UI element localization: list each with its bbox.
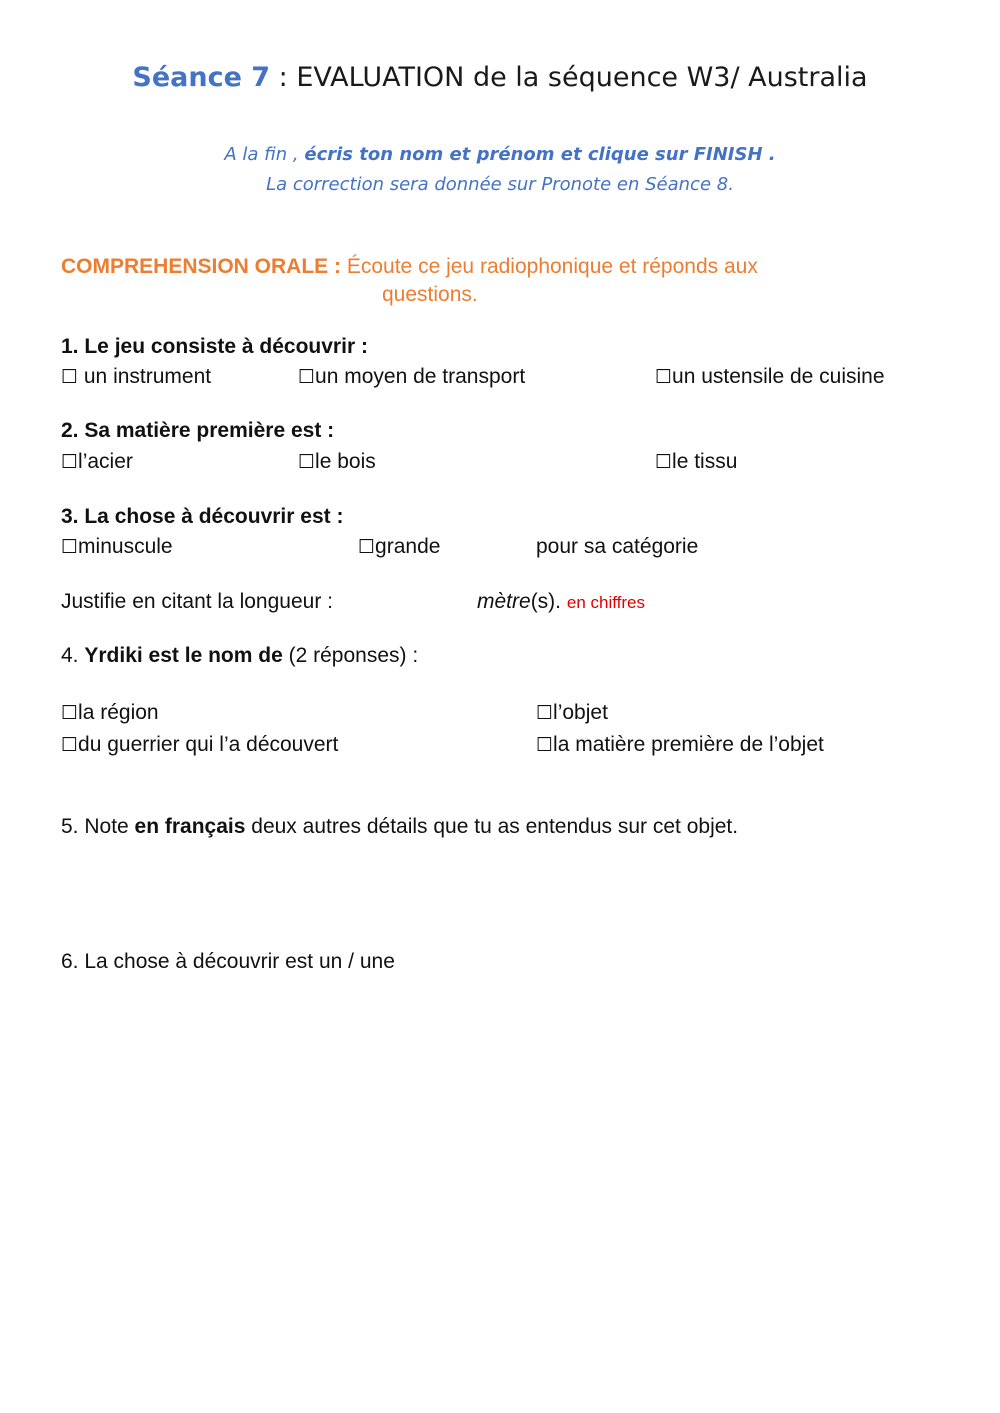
q3-unit: mètre(s). en chiffres <box>477 590 645 613</box>
checkbox-icon[interactable]: ☐ <box>61 366 79 388</box>
checkbox-icon[interactable]: ☐ <box>61 702 79 724</box>
q4-option-2[interactable]: ☐l’objet <box>536 701 608 724</box>
section-text-2: questions. <box>382 283 478 306</box>
q4-option-3[interactable]: ☐du guerrier qui l’a découvert <box>61 733 339 756</box>
question-2: 2. Sa matière première est : <box>61 419 335 442</box>
checkbox-icon[interactable]: ☐ <box>536 734 554 756</box>
title-seance: Séance 7 <box>132 62 271 93</box>
q3-option-1[interactable]: ☐minuscule <box>61 535 173 558</box>
q2-option-3[interactable]: ☐le tissu <box>655 450 738 473</box>
question-4: 4. Yrdiki est le nom de (2 réponses) : <box>61 644 419 667</box>
page-title <box>0 62 1000 93</box>
question-1: 1. Le jeu consiste à découvrir : <box>61 335 368 358</box>
section-label: COMPREHENSION ORALE : <box>61 255 347 278</box>
checkbox-icon[interactable]: ☐ <box>298 366 316 388</box>
q1-option-2[interactable]: ☐un moyen de transport <box>298 365 526 388</box>
checkbox-icon[interactable]: ☐ <box>655 451 673 473</box>
section-heading <box>61 255 758 279</box>
checkbox-icon[interactable]: ☐ <box>61 734 79 756</box>
checkbox-icon[interactable]: ☐ <box>655 366 673 388</box>
checkbox-icon[interactable]: ☐ <box>298 451 316 473</box>
q2-option-1[interactable]: ☐l’acier <box>61 450 133 473</box>
checkbox-icon[interactable]: ☐ <box>536 702 554 724</box>
instruction-bold: écris ton nom et prénom et clique sur FINISH . <box>304 144 776 165</box>
instruction-line-1: A la fin , écris ton nom et prénom et clique sur FINISH . <box>224 144 776 165</box>
q4-option-4[interactable]: ☐la matière première de l’objet <box>536 733 824 756</box>
q4-option-1[interactable]: ☐la région <box>61 701 159 724</box>
q3-justify-label: Justifie en citant la longueur : <box>61 590 333 613</box>
q3-suffix: pour sa catégorie <box>536 535 699 558</box>
q1-option-1[interactable]: ☐ un instrument <box>61 365 212 388</box>
q1-option-3[interactable]: ☐un ustensile de cuisine <box>655 365 885 388</box>
checkbox-icon[interactable]: ☐ <box>358 536 376 558</box>
section-text-1: Écoute ce jeu radiophonique et réponds aux <box>346 255 758 278</box>
instruction-line-2: La correction sera donnée sur Pronote en Séance 8. <box>266 174 734 195</box>
q3-option-2[interactable]: ☐grande <box>358 535 441 558</box>
checkbox-icon[interactable]: ☐ <box>61 451 79 473</box>
q2-option-2[interactable]: ☐le bois <box>298 450 376 473</box>
question-3: 3. La chose à découvrir est : <box>61 505 344 528</box>
question-5: 5. Note en français deux autres détails que tu as entendus sur cet objet. <box>61 815 739 838</box>
title-rest: : EVALUATION de la séquence W3/ Australia <box>270 62 868 93</box>
question-6: 6. La chose à découvrir est un / une <box>61 950 395 973</box>
checkbox-icon[interactable]: ☐ <box>61 536 79 558</box>
q3-note: en chiffres <box>566 593 645 612</box>
